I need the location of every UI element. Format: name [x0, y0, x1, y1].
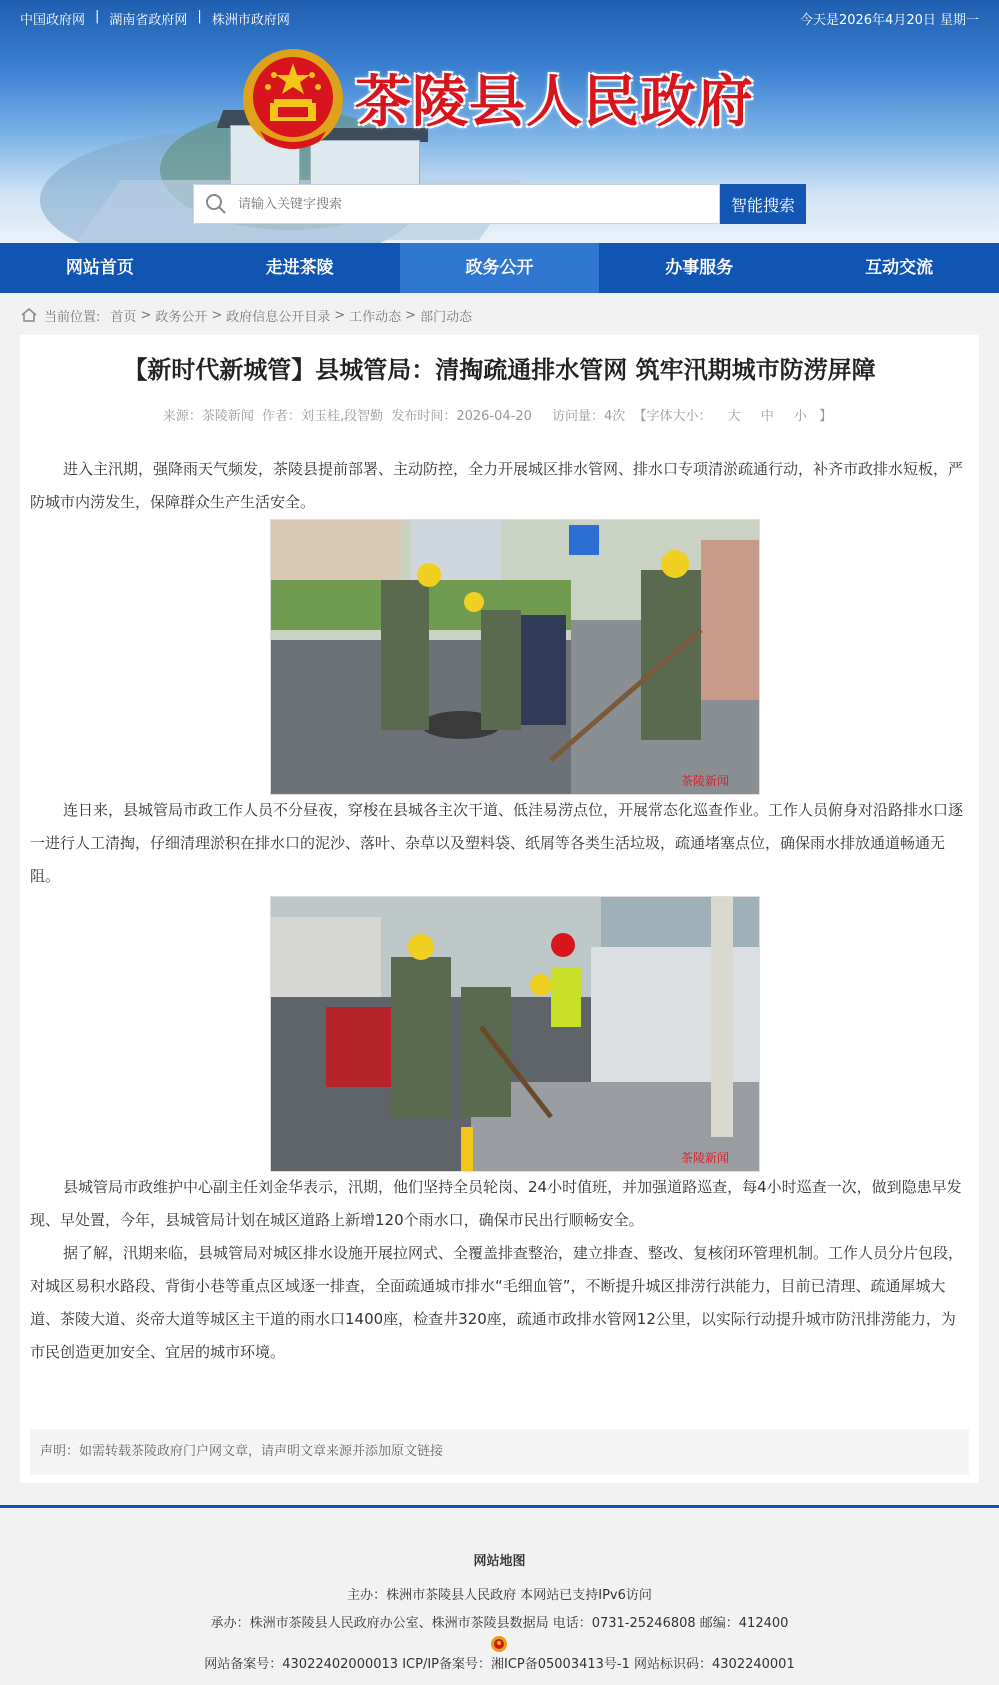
- nav-interaction[interactable]: 互动交流: [865, 258, 934, 278]
- font-size-label: 【字体大小：: [633, 409, 712, 424]
- photo-watermark: 茶陵新闻: [681, 774, 730, 788]
- search-bar: [193, 184, 806, 224]
- font-size-end: 】: [819, 409, 833, 424]
- article-paragraph: 据了解，汛期来临，县城管局对城区排水设施开展拉网式、全覆盖排查整治，建立排查、整改、复核闭环管理机制。工作人员分片包段，对城区易积水路段、背街小巷等重点区域逐一排查，全面疏通城市排水“毛细血管”，不断提升城区排涝行洪能力，目前已清理、疏通犀城大道、茶陵大道、炎帝大道等城区主干道的雨水口1400座，检查井320座，疏通市政排水管网12公里，以实际行动提升城市防汛排涝能力，为市民创造更加安全、宜居的城市环境。: [30, 1244, 964, 1361]
- divider: |: [95, 9, 100, 24]
- main-nav: [0, 243, 999, 293]
- article-title: 【新时代新城管】县城管局：清掏疏通排水管网 筑牢汛期城市防涝屏障: [123, 356, 876, 384]
- breadcrumb-item[interactable]: 首页: [110, 309, 137, 325]
- breadcrumb: 当前位置: 首页 > 政务公开 > 政府信息公开目录 > 工作动态 > 部门动态: [20, 304, 472, 326]
- top-bar: [0, 0, 999, 34]
- police-badge-icon: [490, 1635, 508, 1653]
- nav-home[interactable]: 网站首页: [65, 258, 134, 278]
- divider: |: [197, 9, 202, 24]
- today-date: 今天是2026年4月20日 星期一: [799, 13, 979, 28]
- font-size-medium[interactable]: 中: [760, 409, 774, 424]
- site-header: [0, 0, 999, 243]
- photo-watermark: 茶陵新闻: [681, 1151, 730, 1165]
- smart-search-button[interactable]: 智能搜索: [720, 184, 806, 224]
- article-paragraph: 县城管局市政维护中心副主任刘金华表示，汛期，他们坚持全员轮岗、24小时值班，并加强道路巡查，每4小时巡查一次，做到隐患早发现、早处置，今年，县城管局计划在城区道路上新增120个雨水口，确保市民出行顺畅安全。: [30, 1178, 962, 1229]
- article-photo: [270, 519, 760, 795]
- article-paragraph: 连日来，县城管局市政工作人员不分昼夜，穿梭在县城各主次干道、低洼易涝点位，开展常态化巡查作业。工作人员俯身对沿路排水口逐一进行人工清掏，仔细清理淤积在排水口的泥沙、落叶、杂草以及塑料袋、纸屑等各类生活垃圾，疏通堵塞点位，确保雨水排放通道畅通无阻。: [30, 801, 964, 885]
- home-icon: [20, 307, 38, 323]
- footer-sponsor: 主办：株洲市茶陵县人民政府 本网站已支持IPv6访问: [347, 1588, 652, 1603]
- article-paragraph: 进入主汛期，强降雨天气频发，茶陵县提前部署、主动防控，全力开展城区排水管网、排水口专项清淤疏通行动，补齐市政排水短板，严防城市内涝发生，保障群众生产生活安全。: [30, 460, 964, 511]
- photo-workers-roadside-drain: [271, 897, 760, 1172]
- article-photo: [270, 896, 760, 1172]
- article-views: 访问量：4次: [552, 409, 626, 424]
- article-meta: [20, 405, 979, 424]
- nav-gov-affairs[interactable]: 政务公开: [400, 243, 600, 293]
- nav-about-chaling[interactable]: 走进茶陵: [265, 258, 334, 278]
- top-links: [20, 9, 290, 28]
- breadcrumb-item[interactable]: 部门动态: [420, 309, 473, 325]
- photo-workers-clearing-drain: [271, 520, 760, 795]
- nav-services[interactable]: 办事服务: [665, 258, 734, 278]
- breadcrumb-item[interactable]: 政府信息公开目录: [226, 309, 331, 325]
- national-emblem-icon: [240, 45, 346, 157]
- article-panel: [20, 335, 979, 1483]
- article-author: 作者：刘玉桂,段智勤: [262, 409, 384, 424]
- site-title: 茶陵县人民政府: [355, 69, 754, 135]
- link-gov-cn[interactable]: 中国政府网: [20, 13, 86, 28]
- breadcrumb-item[interactable]: 政务公开: [155, 309, 208, 325]
- sitemap-link[interactable]: 网站地图: [473, 1554, 526, 1569]
- site-footer: [0, 1505, 999, 1685]
- breadcrumb-label: 当前位置:: [44, 309, 101, 325]
- search-input[interactable]: [238, 197, 719, 212]
- link-zhuzhou-gov[interactable]: 株洲市政府网: [211, 13, 290, 28]
- search-icon: [194, 193, 238, 215]
- link-hunan-gov[interactable]: 湖南省政府网: [109, 13, 188, 28]
- breadcrumb-item[interactable]: 工作动态: [349, 309, 402, 325]
- footer-organizer: 承办：株洲市茶陵县人民政府办公室、株洲市茶陵县数据局 电话：0731-25246808 邮编：412400: [210, 1616, 789, 1631]
- font-size-small[interactable]: 小: [793, 409, 807, 424]
- footer-record: 网站备案号：43022402000013 ICP/IP备案号：湘ICP备05003413号-1 网站标识码：4302240001: [204, 1657, 795, 1672]
- copyright-notice: 声明：如需转载茶陵政府门户网文章，请声明文章来源并添加原文链接: [30, 1429, 969, 1475]
- article-date: 发布时间：2026-04-20: [391, 409, 532, 424]
- search-box: [193, 184, 720, 224]
- article-source: 来源：茶陵新闻: [162, 409, 254, 424]
- font-size-large[interactable]: 大: [727, 409, 741, 424]
